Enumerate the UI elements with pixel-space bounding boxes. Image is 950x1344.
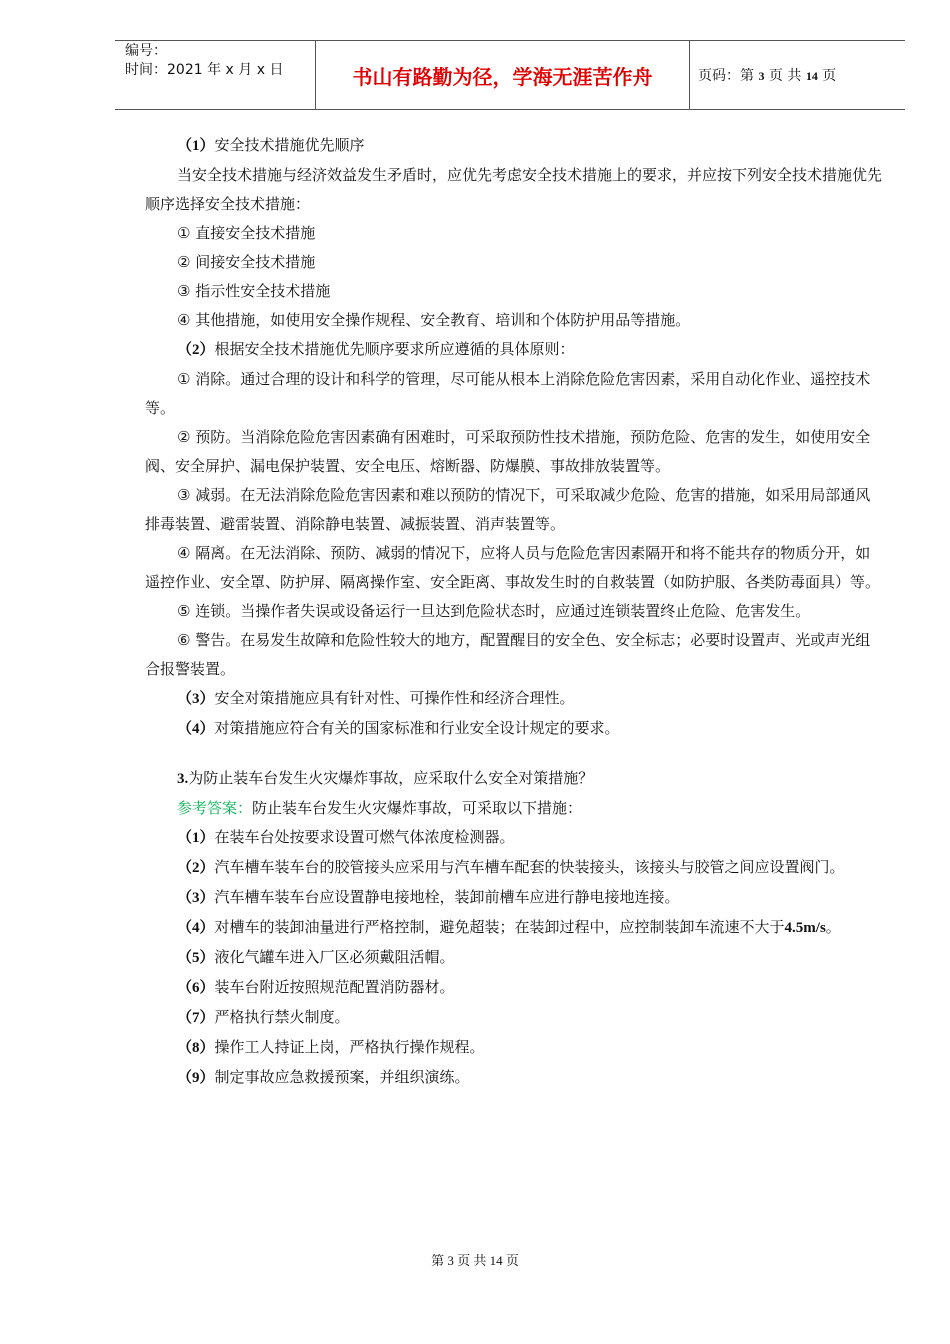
- heading-number: （1）: [177, 138, 215, 154]
- measure-item: [145, 1033, 885, 1063]
- order-item: ④ 其他措施，如使用安全操作规程、安全教育、培训和个体防护用品等措施。: [177, 311, 691, 329]
- measure-number: （7）: [177, 1010, 215, 1026]
- page-prefix: 页码：第: [698, 68, 759, 84]
- measure-item: [145, 883, 885, 913]
- answer-text: 防止装车台发生火灾爆炸事故，可采取以下措施：: [252, 799, 583, 817]
- measure-text: 汽车槽车装车台应设置静电接地栓，装卸前槽车应进行静电接地连接。: [214, 888, 680, 906]
- heading-text: 根据安全技术措施优先顺序要求所应遵循的具体原则：: [214, 340, 575, 358]
- heading-2: [145, 335, 885, 365]
- footer-page-current: 3: [447, 1253, 454, 1268]
- heading-text: 安全对策措施应具有针对性、可操作性和经济合理性。: [214, 689, 575, 707]
- principle-item: ⑤ 连锁。当操作者失误或设备运行一旦达到危险状态时，应通过连锁装置终止危险、危害发生。: [177, 602, 811, 620]
- measure-number: （8）: [177, 1040, 215, 1056]
- question: [145, 764, 885, 794]
- measure-number: （4）: [177, 920, 215, 936]
- header-meta-cell: [115, 41, 316, 109]
- measure-text: 对槽车的装卸油量进行严格控制，避免超装；在装卸过程中，应控制装卸车流速不大于: [214, 918, 785, 936]
- principle-item: ⑥ 警告。在易发生故障和危险性较大的地方，配置醒目的安全色、安全标志；必要时设置声、光或声光组合报警装置。: [145, 631, 871, 678]
- measure-number: （1）: [177, 830, 215, 846]
- measure-number: （5）: [177, 950, 215, 966]
- principle-item: ① 消除。通过合理的设计和科学的管理，尽可能从根本上消除危险危害因素，采用自动化作业、遥控技术等。: [145, 370, 871, 417]
- header-page-number: [698, 65, 836, 85]
- serial-label: 编号：: [125, 43, 167, 59]
- heading-4: [145, 714, 885, 744]
- order-item: ③ 指示性安全技术措施: [177, 282, 331, 300]
- measure-number: （9）: [177, 1070, 215, 1086]
- page-suffix: 页: [817, 68, 837, 84]
- principle-item: ③ 减弱。在无法消除危险危害因素和难以预防的情况下，可采取减少危险、危害的措施，如采用局部通风排毒装置、避雷装置、消除静电装置、减振装置、消声装置等。: [145, 486, 871, 533]
- page-current: 3: [758, 69, 765, 83]
- footer-page-total: 14: [489, 1253, 503, 1268]
- answer-intro: [145, 794, 885, 823]
- measure-item: [145, 943, 885, 973]
- order-item: ② 间接安全技术措施: [177, 253, 316, 271]
- measure-text: 汽车槽车装车台的胶管接头应采用与汽车槽车配套的快装接头，该接头与胶管之间应设置阀门。: [214, 858, 845, 876]
- answer-label: 参考答案：: [177, 799, 253, 817]
- measure-text: 装车台附近按照规范配置消防器材。: [214, 978, 455, 996]
- heading-number: （2）: [177, 342, 215, 358]
- heading-text: 对策措施应符合有关的国家标准和行业安全设计规定的要求。: [214, 719, 620, 737]
- measure-item: [145, 823, 885, 853]
- page-total: 14: [805, 69, 818, 83]
- measure-item: [145, 853, 885, 883]
- intro-paragraph: 当安全技术措施与经济效益发生矛盾时，应优先考虑安全技术措施上的要求，并应按下列安全技术措施优先顺序选择安全技术措施：: [145, 166, 883, 213]
- header-motto-cell: [316, 41, 690, 109]
- flow-speed-value: 4.5m/s: [784, 920, 826, 936]
- measure-text: 严格执行禁火制度。: [214, 1008, 350, 1026]
- measure-text: 在装车台处按要求设置可燃气体浓度检测器。: [214, 828, 515, 846]
- measure-number: （3）: [177, 890, 215, 906]
- heading-number: （3）: [177, 691, 215, 707]
- motto: 书山有路勤为径，学海无涯苦作舟: [352, 64, 653, 89]
- measure-number: （6）: [177, 980, 215, 996]
- heading-number: （4）: [177, 721, 215, 737]
- measure-item: [145, 913, 885, 943]
- heading-3: [145, 684, 885, 714]
- page-middle: 页 共: [764, 68, 806, 84]
- header-page-cell: [690, 41, 905, 109]
- measure-number: （2）: [177, 860, 215, 876]
- question-text: 为防止装车台发生火灾爆炸事故，应采取什么安全对策措施？: [188, 769, 594, 787]
- section-gap: [145, 744, 885, 764]
- document-body: [145, 131, 885, 1093]
- question-number: 3.: [177, 771, 189, 787]
- heading-1: [145, 131, 885, 161]
- order-item: ① 直接安全技术措施: [177, 224, 316, 242]
- measure-item: [145, 973, 885, 1003]
- principle-item: ④ 隔离。在无法消除、预防、减弱的情况下，应将人员与危险危害因素隔开和将不能共存的物质分开，如遥控作业、安全罩、防护屏、隔离操作室、安全距离、事故发生时的自救装置（如防护服、各类防毒面具）等。: [145, 544, 881, 591]
- heading-text: 安全技术措施优先顺序: [214, 136, 365, 154]
- measure-text: 操作工人持证上岗，严格执行操作规程。: [214, 1038, 485, 1056]
- footer-prefix: 第: [431, 1253, 448, 1268]
- measure-text: 制定事故应急救援预案，并组织演练。: [214, 1068, 470, 1086]
- page-header: [115, 40, 905, 110]
- footer-middle: 页 共: [453, 1253, 490, 1268]
- time-label: 时间：2021 年 x 月 x 日: [125, 62, 284, 78]
- measure-item: [145, 1063, 885, 1093]
- page-footer: [0, 1250, 950, 1269]
- measure-item: [145, 1003, 885, 1033]
- principle-item: ② 预防。当消除危险危害因素确有困难时，可采取预防性技术措施，预防危险、危害的发生，如使用安全阀、安全屏护、漏电保护装置、安全电压、熔断器、防爆膜、事故排放装置等。: [145, 428, 871, 475]
- measure-end: 。: [825, 918, 841, 936]
- measure-text: 液化气罐车进入厂区必须戴阻活帽。: [214, 948, 455, 966]
- footer-suffix: 页: [502, 1253, 519, 1268]
